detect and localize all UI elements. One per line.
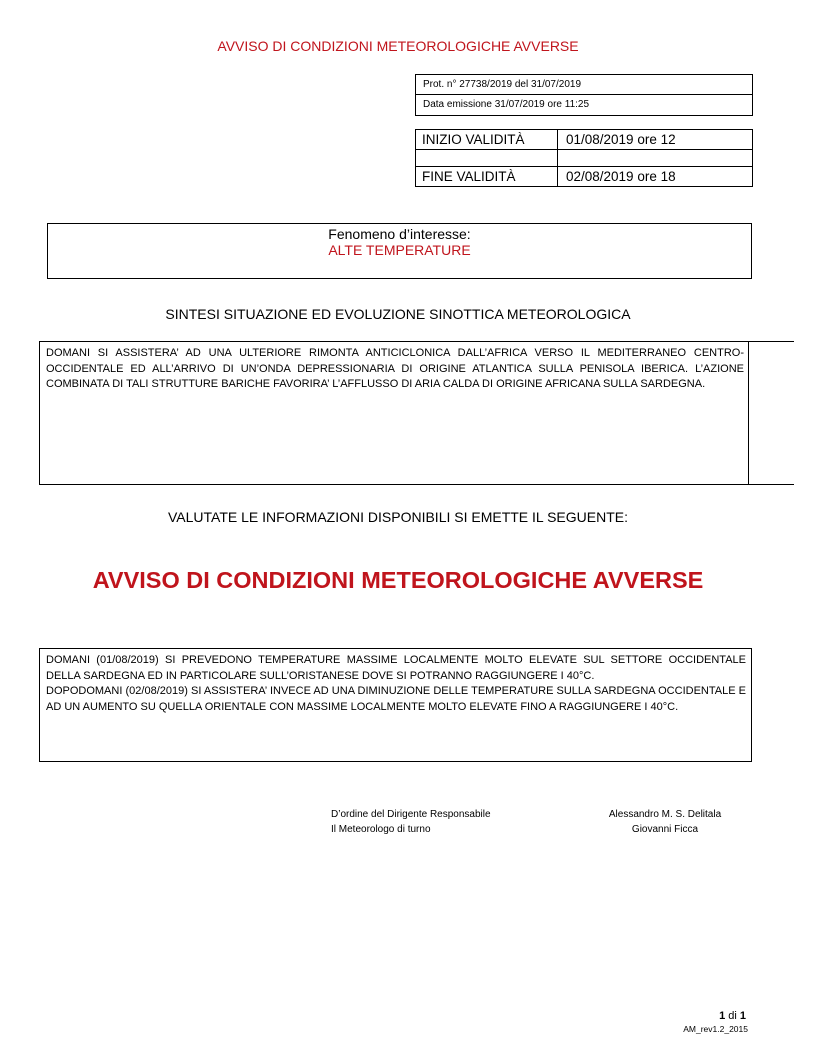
signature-name-meteorologist: Giovanni Ficca xyxy=(631,823,699,835)
synopsis-text: DOMANI SI ASSISTERA’ AD UNA ULTERIORE RIMONTA ANTICICLONICA DALL’AFRICA VERSO IL MEDITERRANEO CENTRO-OCCIDENTALE ED ALL’ARRIVO DI UN’ONDA DEPRESSIONARIA DI ORIGINE ATLANTICA SULLA PENISOLA IBERICA. L’AZIONE COMBINATA DI TALI STRUTTURE BARICHE FAVORIRA’ L’AFFLUSSO DI ARIA CALDA DI ORIGINE AFRICANA SULLA SARDEGNA. xyxy=(46,347,744,390)
warning-box xyxy=(39,648,752,762)
emission-date: Data emissione 31/07/2019 ore 11:25 xyxy=(423,99,590,110)
protocol-number: Prot. n° 27738/2019 del 31/07/2019 xyxy=(416,75,752,95)
validity-start-row xyxy=(416,130,752,149)
phenomenon-label: Fenomeno d’interesse: xyxy=(328,226,471,242)
protocol-box xyxy=(415,74,753,116)
phenomenon-value: ALTE TEMPERATURE xyxy=(328,242,471,258)
document-header-title: AVVISO DI CONDIZIONI METEOROLOGICHE AVVERSE xyxy=(217,38,579,54)
signature-names xyxy=(560,808,770,837)
page-separator: di xyxy=(728,1010,737,1022)
synopsis-side-cell xyxy=(748,341,794,485)
validity-end-label: FINE VALIDITÀ xyxy=(416,167,558,186)
signature-name-director: Alessandro M. S. Delitala xyxy=(608,809,722,820)
page-current: 1 xyxy=(719,1010,726,1022)
evaluation-statement: VALUTATE LE INFORMAZIONI DISPONIBILI SI EMETTE IL SEGUENTE: xyxy=(167,509,628,525)
validity-end-value: 02/08/2019 ore 18 xyxy=(566,169,676,184)
revision-code: AM_rev1.2_2015 xyxy=(683,1024,748,1034)
phenomenon-box xyxy=(47,223,752,279)
warning-title: AVVISO DI CONDIZIONI METEOROLOGICHE AVVERSE xyxy=(92,567,704,593)
validity-spacer-row xyxy=(416,149,752,167)
signature-role-director: D’ordine del Dirigente Responsabile xyxy=(331,809,491,820)
validity-end-row xyxy=(416,167,752,186)
page-number xyxy=(700,1010,746,1022)
page-total: 1 xyxy=(739,1010,746,1022)
validity-start-value: 01/08/2019 ore 12 xyxy=(566,132,676,147)
signature-roles xyxy=(331,808,491,837)
signature-role-meteorologist: Il Meteorologo di turno xyxy=(331,823,431,835)
validity-table xyxy=(415,129,753,187)
synopsis-box xyxy=(39,341,749,485)
validity-start-label: INIZIO VALIDITÀ xyxy=(416,130,558,149)
warning-paragraph-tomorrow: DOMANI (01/08/2019) SI PREVEDONO TEMPERATURE MASSIME LOCALMENTE MOLTO ELEVATE SUL SETTORE OCCIDENTALE DELLA SARDEGNA ED IN PARTICOLARE SULL’ORISTANESE DOVE SI POTRANNO RAGGIUNGERE I 40°C. xyxy=(46,654,746,682)
synopsis-heading: SINTESI SITUAZIONE ED EVOLUZIONE SINOTTICA METEOROLOGICA xyxy=(165,306,631,322)
warning-paragraph-after-tomorrow: DOPODOMANI (02/08/2019) SI ASSISTERA’ INVECE AD UNA DIMINUZIONE DELLE TEMPERATURE SULLA SARDEGNA OCCIDENTALE E AD UN AUMENTO SU QUELLA ORIENTALE CON MASSIME LOCALMENTE MOLTO ELEVATE FINO A RAGGIUNGERE I 40°C. xyxy=(46,685,746,713)
